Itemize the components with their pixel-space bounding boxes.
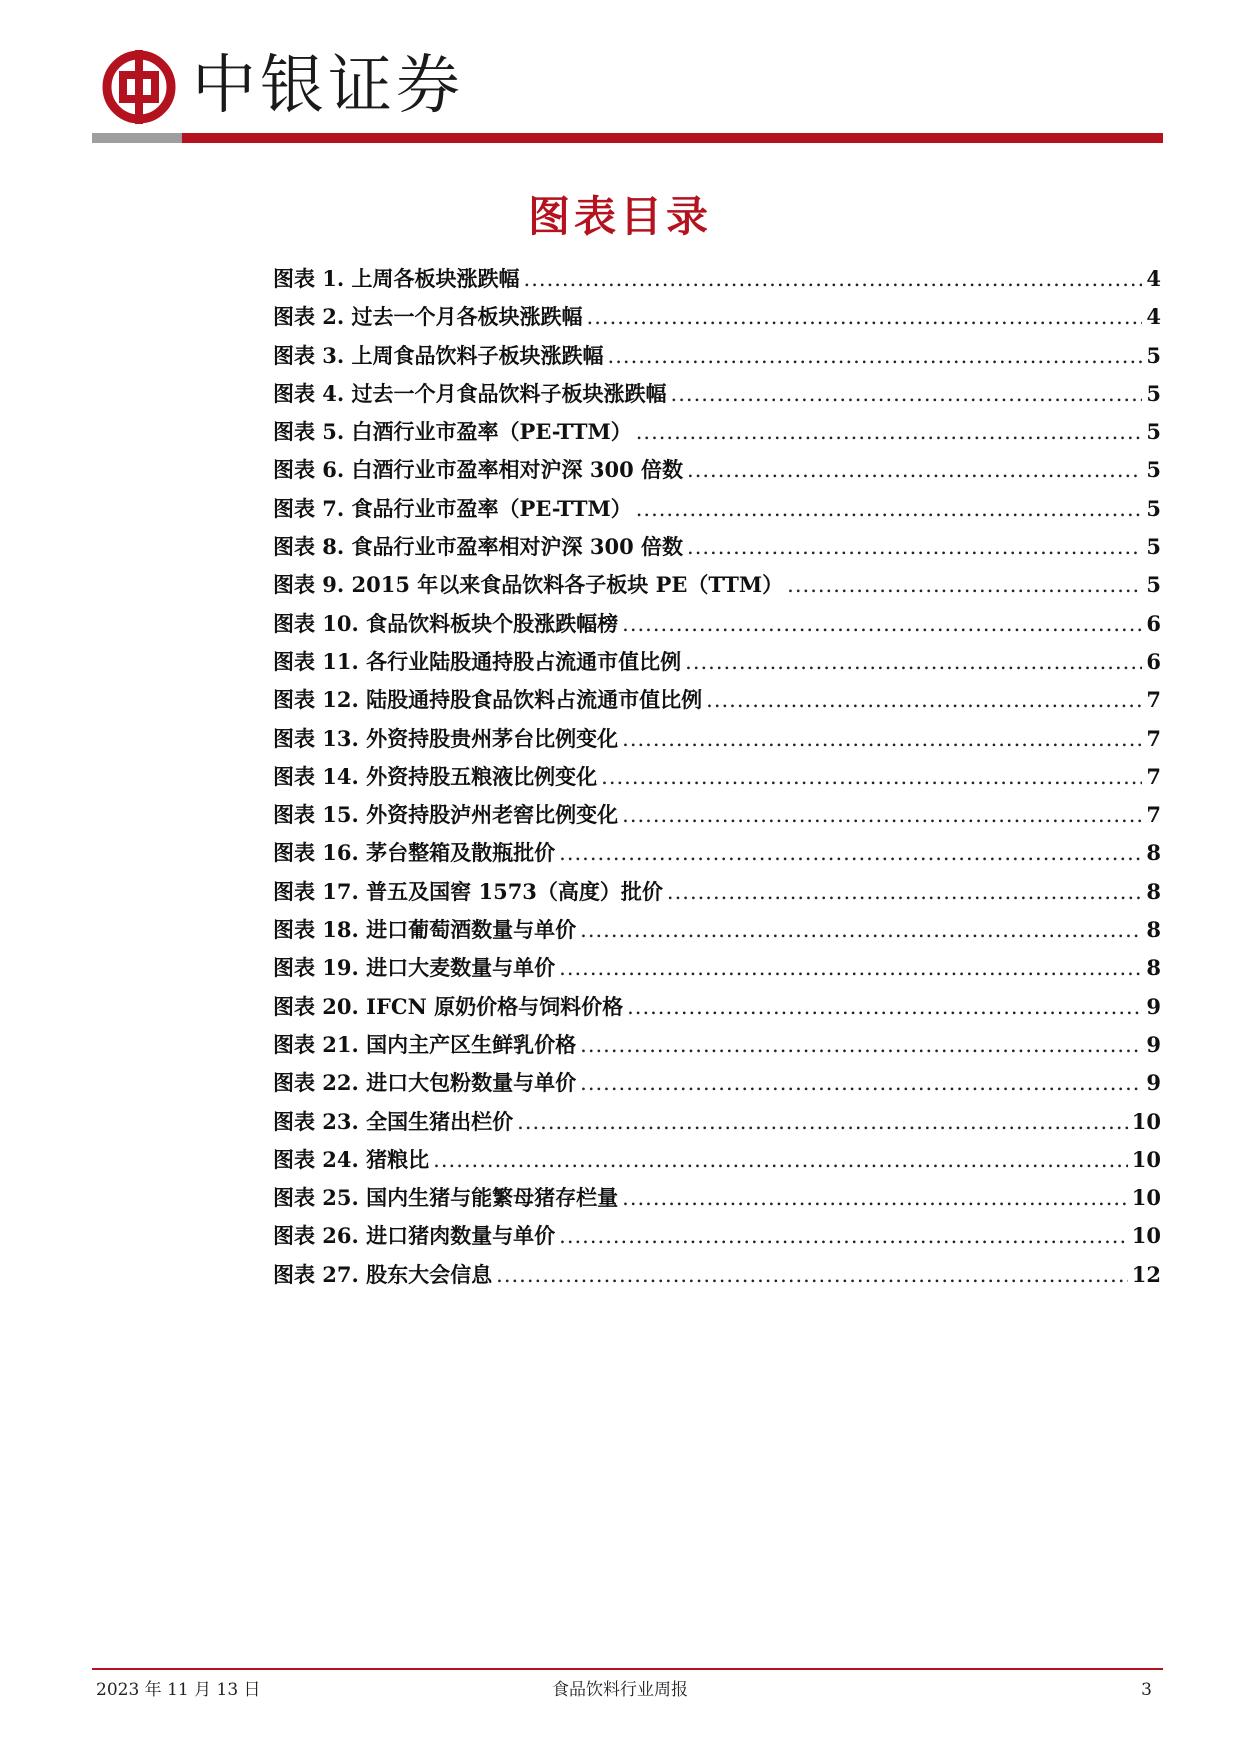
- toc-dot-leader: [622, 720, 1142, 758]
- toc-entry-label: 图表 6. 白酒行业市盈率相对沪深 300 倍数: [273, 457, 684, 483]
- toc-entry-label: 图表 7. 食品行业市盈率（PE-TTM）: [273, 495, 632, 521]
- toc-dot-leader: [559, 834, 1142, 872]
- toc-entry-label: 图表 3. 上周食品饮料子板块涨跌幅: [273, 342, 604, 368]
- toc-entry[interactable]: [273, 1064, 1161, 1102]
- toc-dot-leader: [636, 413, 1143, 451]
- toc-dot-leader: [667, 873, 1142, 911]
- toc-entry-label: 图表 10. 食品饮料板块个股涨跌幅榜: [273, 610, 619, 636]
- toc-entry-label: 图表 15. 外资持股泸州老窖比例变化: [273, 802, 619, 828]
- page-title: 图表目录: [527, 192, 712, 241]
- toc-entry-page: 5: [1146, 495, 1161, 521]
- toc-entry[interactable]: [273, 1256, 1161, 1294]
- toc-entry-page: 6: [1146, 648, 1161, 674]
- toc-entry[interactable]: [273, 375, 1161, 413]
- header-divider-gray: [92, 133, 182, 143]
- toc-entry-page: 5: [1146, 380, 1161, 406]
- toc-entry-label: 图表 18. 进口葡萄酒数量与单价: [273, 917, 577, 943]
- toc-entry-label: 图表 16. 茅台整箱及散瓶批价: [273, 840, 556, 866]
- toc-entry-page: 10: [1131, 1108, 1161, 1134]
- toc-entry-page: 10: [1131, 1223, 1161, 1249]
- toc-entry-label: 图表 4. 过去一个月食品饮料子板块涨跌幅: [273, 380, 667, 406]
- toc-dot-leader: [687, 451, 1142, 489]
- toc-entry[interactable]: [273, 298, 1161, 336]
- toc-dot-leader: [496, 1256, 1128, 1294]
- toc-entry-page: 5: [1146, 457, 1161, 483]
- toc-entry[interactable]: [273, 1026, 1161, 1064]
- toc-entry-page: 8: [1146, 955, 1161, 981]
- toc-entry-page: 12: [1131, 1261, 1161, 1287]
- toc-entry-page: 5: [1146, 419, 1161, 445]
- toc-entry-page: 5: [1146, 342, 1161, 368]
- toc-entry-page: 7: [1146, 687, 1161, 713]
- toc-entry-page: 9: [1146, 993, 1161, 1019]
- toc-dot-leader: [671, 375, 1143, 413]
- toc-dot-leader: [622, 605, 1142, 643]
- toc-entry[interactable]: [273, 911, 1161, 949]
- toc-entry[interactable]: [273, 451, 1161, 489]
- toc-entry[interactable]: [273, 834, 1161, 872]
- toc-entry-page: 10: [1131, 1146, 1161, 1172]
- page-header: [0, 0, 1240, 150]
- toc-entry-label: 图表 2. 过去一个月各板块涨跌幅: [273, 304, 583, 330]
- toc-dot-leader: [787, 566, 1142, 604]
- toc-entry-label: 图表 17. 普五及国窖 1573（高度）批价: [273, 878, 663, 904]
- toc-entry-page: 7: [1146, 802, 1161, 828]
- toc-entry-label: 图表 20. IFCN 原奶价格与饲料价格: [273, 993, 624, 1019]
- footer-date: 2023 年 11 月 13 日: [96, 1680, 261, 1700]
- toc-entry-page: 8: [1146, 878, 1161, 904]
- toc-entry-page: 5: [1146, 534, 1161, 560]
- toc-entry-page: 6: [1146, 610, 1161, 636]
- toc-entry-page: 9: [1146, 1070, 1161, 1096]
- toc-entry-label: 图表 9. 2015 年以来食品饮料各子板块 PE（TTM）: [273, 572, 784, 598]
- toc-entry[interactable]: [273, 490, 1161, 528]
- toc-entry[interactable]: [273, 413, 1161, 451]
- toc-entry-label: 图表 1. 上周各板块涨跌幅: [273, 266, 520, 291]
- toc-entry-label: 图表 13. 外资持股贵州茅台比例变化: [273, 725, 619, 751]
- toc-entry[interactable]: [273, 758, 1161, 796]
- toc-entry-page: 5: [1146, 572, 1161, 598]
- toc-dot-leader: [559, 1217, 1128, 1255]
- toc-entry-label: 图表 24. 猪粮比: [273, 1146, 430, 1172]
- toc-dot-leader: [622, 1179, 1128, 1217]
- toc-entry-label: 图表 23. 全国生猪出栏价: [273, 1108, 514, 1134]
- toc-entry[interactable]: [273, 1141, 1161, 1179]
- toc-entry-label: 图表 11. 各行业陆股通持股占流通市值比例: [273, 648, 682, 674]
- bank-of-china-logo-icon: [100, 48, 178, 126]
- toc-dot-leader: [587, 298, 1143, 336]
- toc-entry-label: 图表 25. 国内生猪与能繁母猪存栏量: [273, 1185, 619, 1211]
- toc-entry[interactable]: [273, 681, 1161, 719]
- toc-entry-page: 7: [1146, 725, 1161, 751]
- toc-entry[interactable]: [273, 796, 1161, 834]
- toc-entry-page: 7: [1146, 763, 1161, 789]
- footer-page-number: 3: [1141, 1680, 1152, 1700]
- toc-entry-label: 图表 19. 进口大麦数量与单价: [273, 955, 556, 981]
- toc-dot-leader: [608, 337, 1143, 375]
- toc-entry[interactable]: [273, 337, 1161, 375]
- toc-entry[interactable]: [273, 873, 1161, 911]
- header-divider-red: [182, 133, 1163, 143]
- toc-entry[interactable]: [273, 643, 1161, 681]
- toc-entry-label: 图表 8. 食品行业市盈率相对沪深 300 倍数: [273, 534, 684, 560]
- toc-entry-page: 9: [1146, 1031, 1161, 1057]
- toc-dot-leader: [685, 643, 1142, 681]
- toc-entry-page: 8: [1146, 840, 1161, 866]
- brand-name: 中银证券: [192, 49, 464, 123]
- toc-entry[interactable]: [273, 949, 1161, 987]
- toc-dot-leader: [601, 758, 1142, 796]
- table-of-figures: [273, 260, 1161, 1294]
- toc-entry[interactable]: [273, 1217, 1161, 1255]
- toc-dot-leader: [580, 911, 1142, 949]
- toc-entry-label: 图表 22. 进口大包粉数量与单价: [273, 1070, 577, 1096]
- toc-dot-leader: [559, 949, 1142, 987]
- toc-entry-label: 图表 26. 进口猪肉数量与单价: [273, 1223, 556, 1249]
- toc-dot-leader: [580, 1064, 1142, 1102]
- toc-entry-label: 图表 27. 股东大会信息: [273, 1261, 493, 1287]
- toc-entry-label: 图表 14. 外资持股五粮液比例变化: [273, 763, 598, 789]
- toc-entry-page: 4: [1146, 304, 1161, 330]
- toc-dot-leader: [524, 260, 1143, 298]
- toc-entry-page: 10: [1131, 1185, 1161, 1211]
- toc-entry[interactable]: [273, 260, 1161, 298]
- toc-dot-leader: [517, 1103, 1128, 1141]
- toc-dot-leader: [627, 988, 1142, 1026]
- toc-entry-label: 图表 12. 陆股通持股食品饮料占流通市值比例: [273, 687, 703, 713]
- toc-entry[interactable]: [273, 720, 1161, 758]
- toc-entry-label: 图表 21. 国内主产区生鲜乳价格: [273, 1031, 577, 1057]
- toc-dot-leader: [622, 796, 1142, 834]
- toc-entry[interactable]: [273, 1179, 1161, 1217]
- footer-divider: [92, 1668, 1163, 1670]
- toc-entry[interactable]: [273, 1103, 1161, 1141]
- toc-dot-leader: [706, 681, 1142, 719]
- toc-entry[interactable]: [273, 988, 1161, 1026]
- toc-entry[interactable]: [273, 528, 1161, 566]
- toc-dot-leader: [433, 1141, 1128, 1179]
- toc-dot-leader: [636, 490, 1143, 528]
- toc-entry-label: 图表 5. 白酒行业市盈率（PE-TTM）: [273, 419, 632, 445]
- toc-dot-leader: [687, 528, 1142, 566]
- toc-entry[interactable]: [273, 605, 1161, 643]
- toc-entry[interactable]: [273, 566, 1161, 604]
- toc-entry-page: 8: [1146, 917, 1161, 943]
- footer-report-name: 食品饮料行业周报: [552, 1680, 688, 1700]
- toc-entry-page: 4: [1146, 266, 1161, 291]
- toc-dot-leader: [580, 1026, 1142, 1064]
